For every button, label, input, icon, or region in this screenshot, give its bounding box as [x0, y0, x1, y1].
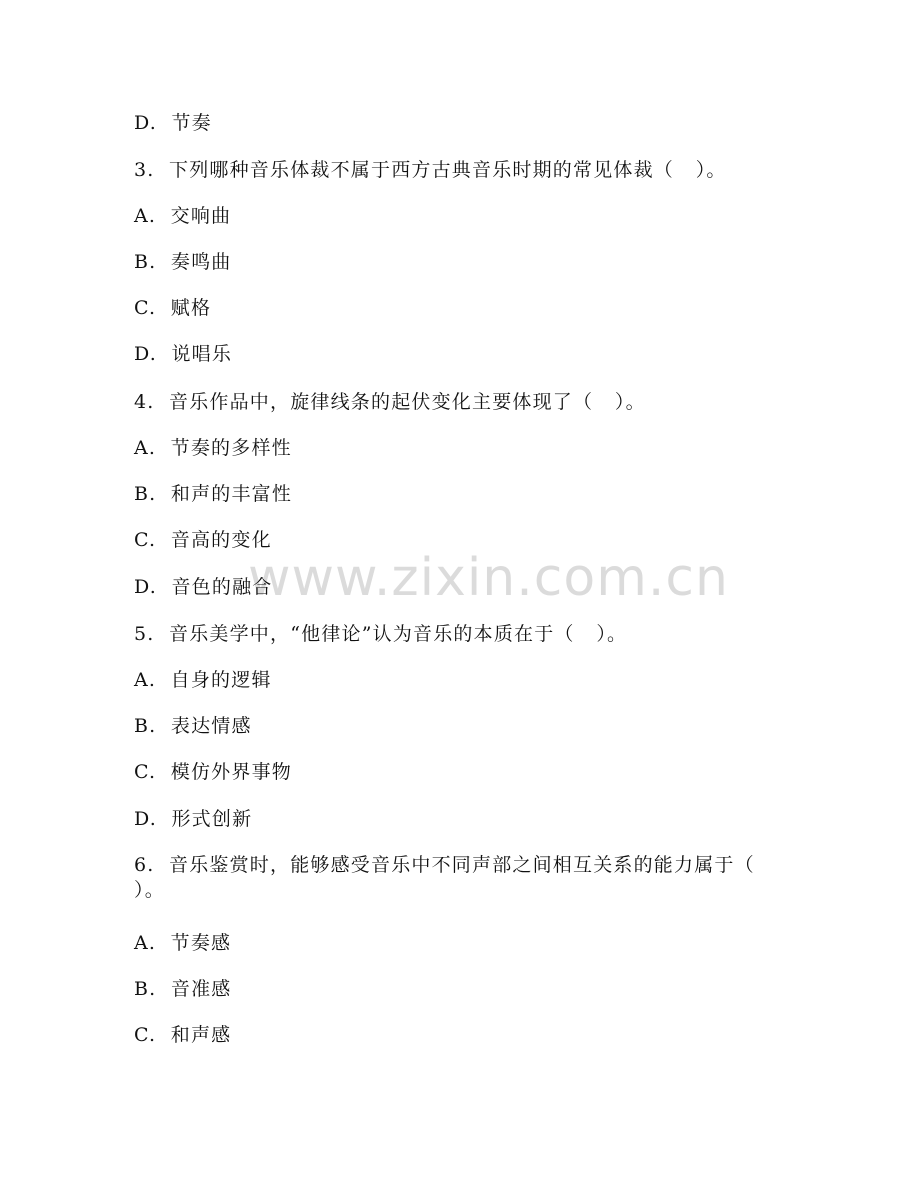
question-4: 4. 音乐作品中，旋律线条的起伏变化主要体现了（ ）。	[134, 391, 646, 413]
option-a-q6: A. 节奏感	[134, 932, 232, 954]
question-6-line-1: 6. 音乐鉴赏时，能够感受音乐中不同声部之间相互关系的能力属于（	[134, 854, 755, 876]
option-d-q2: D. 节奏	[134, 112, 212, 134]
question-6-line-2: ）。	[134, 879, 165, 901]
option-b-q5: B. 表达情感	[134, 715, 252, 737]
option-d-q4: D. 音色的融合	[134, 576, 273, 598]
option-a-q5: A. 自身的逻辑	[134, 669, 272, 691]
question-5: 5. 音乐美学中，“他律论”认为音乐的本质在于（ ）。	[134, 623, 628, 645]
option-a-q3: A. 交响曲	[134, 205, 232, 227]
option-c-q3: C. 赋格	[134, 297, 212, 319]
option-d-q5: D. 形式创新	[134, 808, 253, 830]
option-b-q3: B. 奏鸣曲	[134, 251, 232, 273]
option-c-q4: C. 音高的变化	[134, 529, 272, 551]
option-a-q4: A. 节奏的多样性	[134, 437, 292, 459]
option-d-q3: D. 说唱乐	[134, 343, 233, 365]
option-c-q5: C. 模仿外界事物	[134, 761, 292, 783]
option-c-q6: C. 和声感	[134, 1024, 232, 1046]
option-b-q4: B. 和声的丰富性	[134, 483, 293, 505]
question-3: 3. 下列哪种音乐体裁不属于西方古典音乐时期的常见体裁（ ）。	[134, 159, 727, 181]
watermark: www.zixin.com.cn	[248, 548, 729, 608]
option-b-q6: B. 音准感	[134, 978, 232, 1000]
